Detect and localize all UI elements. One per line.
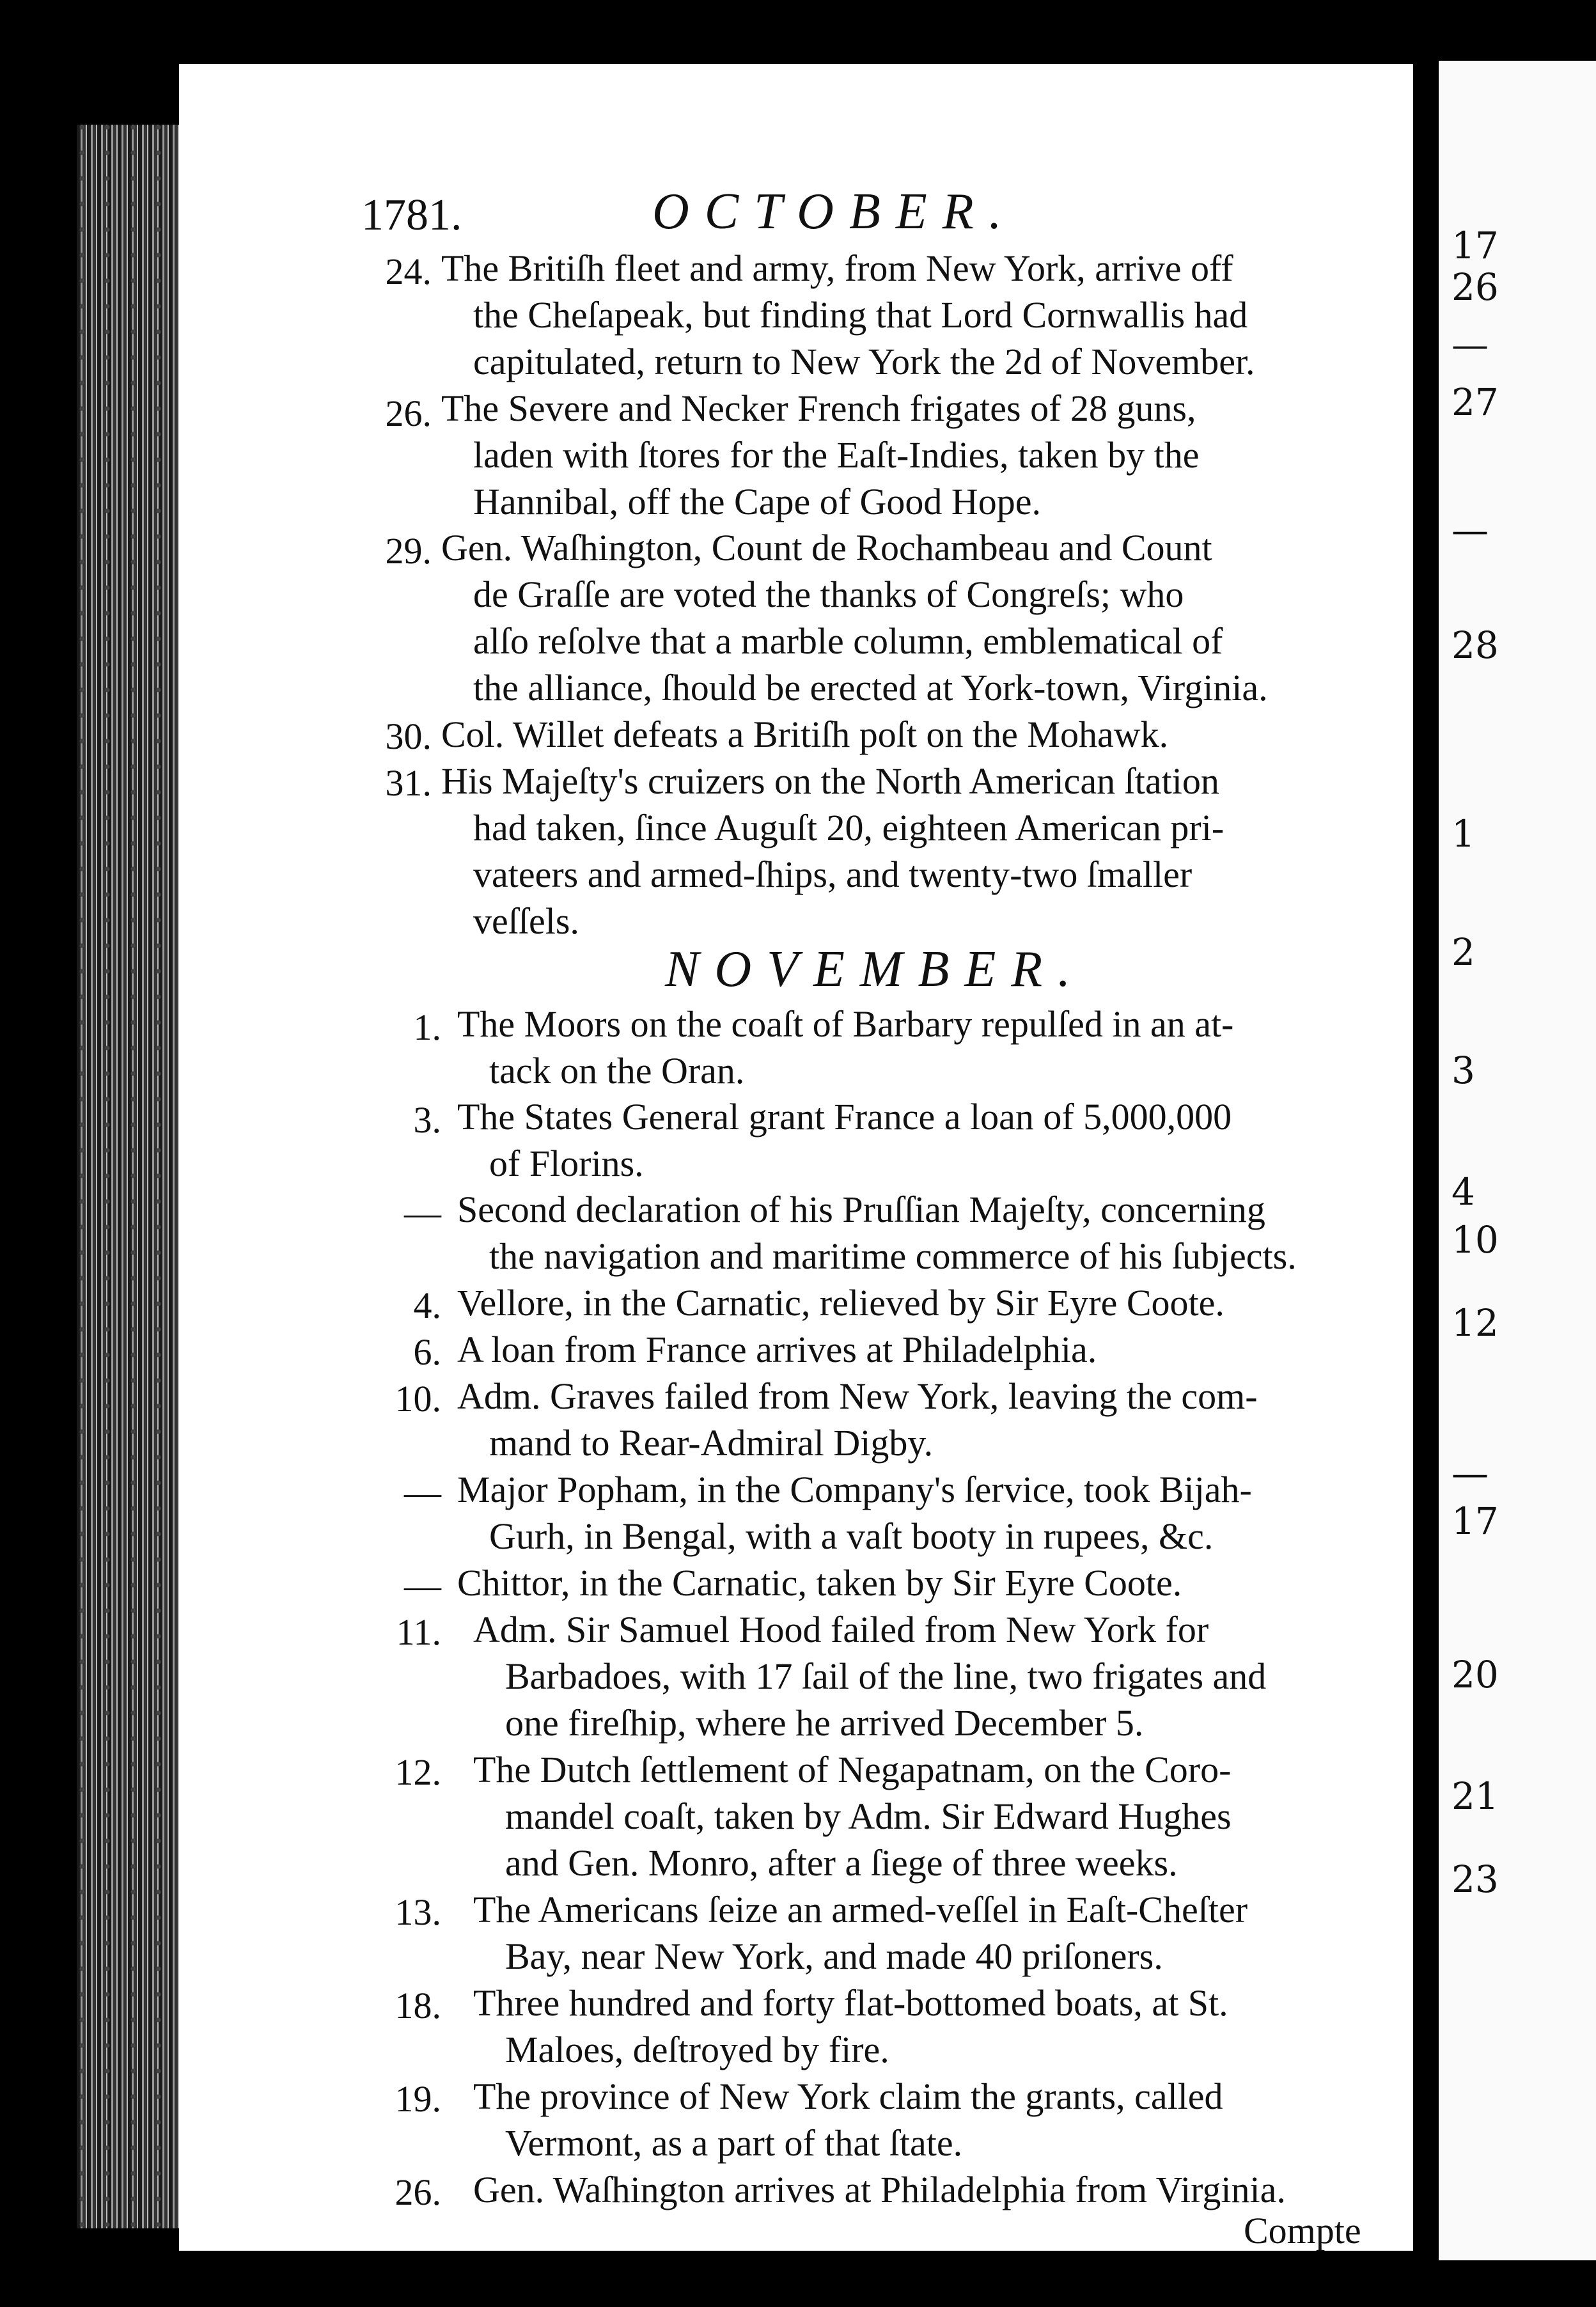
entry-text: Barbadoes, with 17 ſail of the line, two frigates and [505,1655,1267,1697]
entry-text: had taken, ſince Auguſt 20, eighteen American pri- [473,807,1224,849]
entry-text: the navigation and maritime commerce of his ſubjects. [489,1235,1297,1277]
entry-text: vateers and armed-ſhips, and twenty-two ſmaller [473,854,1193,895]
entry-date: 26. [385,393,432,434]
right-page-fragment: 1 [1451,812,1475,856]
entry-date: 10. [395,1378,441,1419]
right-page-fragment: 20 [1451,1653,1499,1696]
entry-text: Vellore, in the Carnatic, relieved by Sir Eyre Coote. [457,1282,1224,1324]
entry-text: The province of New York claim the grants, called [473,2076,1223,2117]
entry-text: tack on the Oran. [489,1050,745,1091]
page-year: 1781. [361,191,462,240]
entry-text: Gen. Waſhington arrives at Philadelphia from Virginia. [473,2169,1286,2210]
entry-text: Chittor, in the Carnatic, taken by Sir Eyre Coote. [457,1562,1182,1604]
entry-date: — [404,1471,441,1513]
entry-date: 26. [395,2171,441,2213]
entry-text: Gurh, in Bengal, with a vaſt booty in rupees, &c. [489,1515,1214,1557]
entry-text: The Americans ſeize an armed-veſſel in Eaſt-Cheſter [473,1889,1248,1930]
entry-text: Bay, near New York, and made 40 priſoners. [505,1936,1163,1977]
entry-text: The Dutch ſettlement of Negapatnam, on the Coro- [473,1749,1232,1790]
entry-text: The States General grant France a loan of 5,000,000 [457,1096,1232,1138]
book-spine-edge [77,125,179,2228]
entry-date: 18. [395,1985,441,2026]
entry-text: Three hundred and forty flat-bottomed boats, at St. [473,1982,1228,2024]
entry-text: The Severe and Necker French frigates of 28 guns, [441,387,1196,429]
entry-date: 12. [395,1751,441,1793]
entry-text: one fireſhip, where he arrived December 5. [505,1702,1144,1744]
right-page-fragment: 17 [1451,1499,1499,1543]
catchword: Compte [1244,2210,1361,2251]
right-page-fragment: 10 [1451,1218,1499,1262]
entry-text: and Gen. Monro, after a ſiege of three weeks. [505,1842,1178,1884]
right-page-fragment: 21 [1451,1774,1499,1818]
entry-text: Adm. Graves failed from New York, leaving the com- [457,1375,1258,1417]
entry-text: Second declaration of his Pruſſian Majeſty, concerning [457,1189,1265,1230]
entry-text: alſo reſolve that a marble column, emblematical of [473,620,1223,662]
entry-date: 4. [413,1285,441,1326]
november-heading: NOVEMBER. [665,941,1086,997]
entry-text: Hannibal, off the Cape of Good Hope. [473,481,1042,522]
entry-text: His Majeſty's cruizers on the North American ſtation [441,760,1219,802]
right-page-fragment: 28 [1451,623,1499,667]
right-page-fragment: 26 [1451,265,1499,309]
entry-date: 1. [413,1006,441,1048]
right-page-fragment: — [1451,1451,1489,1495]
entry-text: laden with ſtores for the Eaſt-Indies, taken by the [473,434,1200,476]
entry-text: Vermont, as a part of that ſtate. [505,2122,963,2164]
entry-text: veſſels. [473,900,579,942]
entry-date: 13. [395,1891,441,1933]
entry-date: — [404,1565,441,1606]
right-page-fragment: 3 [1451,1049,1475,1092]
right-page-fragment: 23 [1451,1857,1499,1901]
right-page-fragment: — [1451,323,1489,366]
entry-text: mandel coaſt, taken by Adm. Sir Edward Hughes [505,1795,1232,1837]
entry-date: — [404,1192,441,1233]
entry-text: The Moors on the coaſt of Barbary repulſed in an at- [457,1003,1234,1045]
right-page-fragment: 2 [1451,930,1475,974]
entry-text: Major Popham, in the Company's ſervice, took Bijah- [457,1469,1252,1510]
entry-text: A loan from France arrives at Philadelphia. [457,1329,1097,1370]
right-page-edge [1439,61,1596,2260]
entry-date: 29. [385,530,432,572]
entry-text: The Britiſh fleet and army, from New York, arrive off [441,247,1233,289]
entry-date: 24. [385,251,432,292]
right-page-fragment: 12 [1451,1301,1499,1345]
entry-date: 30. [385,716,432,757]
entry-date: 19. [395,2078,441,2120]
entry-text: the Cheſapeak, but finding that Lord Cornwallis had [473,294,1248,336]
right-page-fragment: 27 [1451,380,1499,424]
entry-text: Col. Willet defeats a Britiſh poſt on the Mohawk. [441,714,1169,755]
entry-date: 31. [385,762,432,804]
entry-text: de Graſſe are voted the thanks of Congreſs; who [473,574,1184,615]
october-heading: OCTOBER. [652,184,1017,240]
right-page-fragment: 4 [1451,1170,1475,1214]
right-page-fragment: 17 [1451,224,1499,267]
entry-text: Gen. Waſhington, Count de Rochambeau and Count [441,527,1212,568]
entry-text: mand to Rear-Admiral Digby. [489,1422,934,1464]
entry-text: Maloes, deſtroyed by fire. [505,2029,889,2070]
entry-text: of Florins. [489,1143,644,1184]
entry-text: capitulated, return to New York the 2d of November. [473,341,1255,382]
entry-text: Adm. Sir Samuel Hood failed from New York for [473,1609,1209,1650]
entry-date: 6. [413,1331,441,1373]
entry-date: 11. [396,1611,441,1653]
right-page-fragment: — [1451,508,1489,552]
entry-text: the alliance, ſhould be erected at York-town, Virginia. [473,667,1268,708]
entry-date: 3. [413,1099,441,1141]
